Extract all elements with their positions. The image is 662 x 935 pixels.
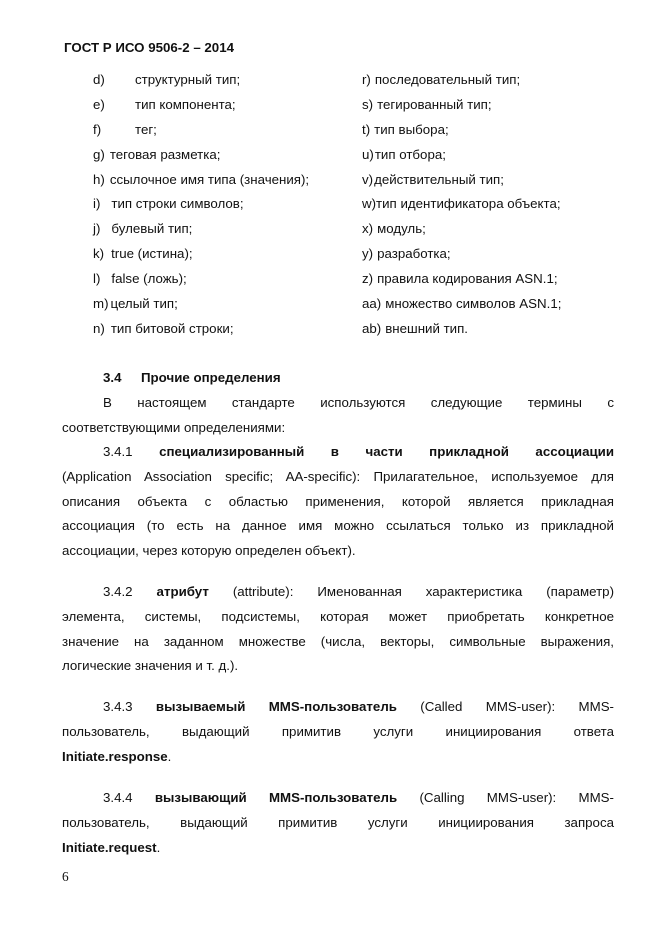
list-text: действительный тип; xyxy=(374,171,504,187)
list-item xyxy=(93,172,309,197)
list-text: false (ложь); xyxy=(111,271,187,287)
list-item xyxy=(93,97,309,122)
list-text: структурный тип; xyxy=(135,72,241,87)
list-item xyxy=(362,72,561,97)
list-item xyxy=(362,122,561,147)
list-item xyxy=(362,246,561,271)
list-marker: x) xyxy=(362,221,374,237)
list-text: булевый тип; xyxy=(111,221,193,237)
punctuation: . xyxy=(167,748,172,764)
list-item xyxy=(362,271,561,296)
text-line: логические значения и т. д.). xyxy=(62,658,239,674)
list-marker: ab) xyxy=(362,320,382,336)
primitive-name: Initiate.request xyxy=(62,839,157,855)
list-marker: l) xyxy=(93,271,101,287)
definition-term: вызывающий MMS-пользователь xyxy=(154,790,398,805)
right-list xyxy=(362,72,561,346)
text-line xyxy=(62,836,614,861)
list-text: целый тип; xyxy=(110,296,178,312)
list-marker: z) xyxy=(362,271,374,287)
list-marker: f) xyxy=(93,121,102,137)
list-marker: v) xyxy=(362,171,374,187)
text-line xyxy=(62,786,614,811)
list-item xyxy=(93,271,309,296)
list-marker: r) xyxy=(362,72,371,87)
text-line: соответствующими определениями: xyxy=(62,419,286,435)
definition-number: 3.4.3 xyxy=(103,699,133,714)
list-marker: n) xyxy=(93,320,105,336)
list-marker: h) xyxy=(93,171,105,187)
list-text: true (истина); xyxy=(111,246,193,262)
list-item xyxy=(93,221,309,246)
text-line xyxy=(62,745,614,770)
list-text: ссылочное имя типа (значения); xyxy=(109,171,310,187)
list-text: множество символов ASN.1; xyxy=(385,296,562,312)
text-line: (Application Association specific; AA-specific): Прилагательное, используемое для xyxy=(62,468,614,484)
list-marker: y) xyxy=(362,246,374,262)
list-text: тип отбора; xyxy=(374,146,446,162)
list-marker: m) xyxy=(93,296,109,312)
text-line: элемента, системы, подсистемы, которая может приобретать конкретное xyxy=(62,608,614,624)
list-text: теговая разметка; xyxy=(109,146,221,162)
intro-paragraph xyxy=(62,391,614,441)
list-text: тегированный тип; xyxy=(377,96,492,112)
list-item xyxy=(93,196,309,221)
list-text: тип строки символов; xyxy=(111,196,244,212)
definition-3-4-2 xyxy=(62,580,614,679)
list-text: правила кодирования ASN.1; xyxy=(377,271,558,287)
list-item xyxy=(362,172,561,197)
list-marker: g) xyxy=(93,146,105,162)
list-marker: j) xyxy=(93,221,101,237)
list-item xyxy=(362,196,561,221)
list-marker: d) xyxy=(93,72,105,87)
list-item xyxy=(93,246,309,271)
list-item xyxy=(93,147,309,172)
list-item xyxy=(362,321,561,346)
text-line: описания объекта с областью применения, которой является прикладная xyxy=(62,493,614,509)
definition-text: (Called MMS-user): MMS- xyxy=(420,699,614,714)
list-marker: s) xyxy=(362,96,374,112)
list-item xyxy=(93,296,309,321)
definition-3-4-3 xyxy=(62,695,614,769)
list-marker: k) xyxy=(93,246,105,262)
list-item xyxy=(362,296,561,321)
list-item xyxy=(93,122,309,147)
list-item xyxy=(93,321,309,346)
text-line: В настоящем стандарте используются следующие термины с xyxy=(103,395,614,410)
list-marker: e) xyxy=(93,96,105,112)
list-item xyxy=(362,97,561,122)
text-line xyxy=(62,580,614,605)
text-line xyxy=(62,695,614,720)
definition-text: (Calling MMS-user): MMS- xyxy=(419,790,614,805)
list-item xyxy=(362,147,561,172)
list-text: разработка; xyxy=(377,246,451,262)
list-text: тип битовой строки; xyxy=(110,320,234,336)
list-text: тег; xyxy=(135,121,157,137)
definition-term: специализированный в части прикладной ассоциации xyxy=(159,444,614,459)
list-marker: w) xyxy=(362,196,377,212)
text-line: значение на заданном множестве (числа, векторы, символьные выражения, xyxy=(62,633,614,649)
definition-text: (attribute): Именованная характеристика (параметр) xyxy=(232,584,615,599)
definition-term: вызываемый MMS-пользователь xyxy=(155,699,397,714)
text-line xyxy=(62,440,614,465)
definition-number: 3.4.2 xyxy=(103,584,133,599)
document-header: ГОСТ Р ИСО 9506-2 – 2014 xyxy=(64,40,234,55)
left-list xyxy=(93,72,309,346)
definition-term: атрибут xyxy=(156,584,209,599)
list-item xyxy=(93,72,309,97)
definition-3-4-4 xyxy=(62,786,614,860)
text-line: пользователь, выдающий примитив услуги инициирования запроса xyxy=(62,814,614,830)
list-text: тип компонента; xyxy=(135,96,236,112)
list-marker: aa) xyxy=(362,296,382,312)
definition-number: 3.4.4 xyxy=(103,790,133,805)
text-line: ассоциация (то есть на данное имя можно ссылаться только из прикладной xyxy=(62,518,614,534)
section-title: Прочие определения xyxy=(141,370,281,385)
list-text: тип идентификатора объекта; xyxy=(376,196,561,212)
list-text: модуль; xyxy=(377,221,426,237)
section-heading xyxy=(103,370,281,385)
primitive-name: Initiate.response xyxy=(62,748,168,764)
punctuation: . xyxy=(156,839,161,855)
definition-number: 3.4.1 xyxy=(103,444,133,459)
text-line: ассоциации, через которую определен объект). xyxy=(62,543,356,559)
list-item xyxy=(362,221,561,246)
text-line: пользователь, выдающий примитив услуги инициирования ответа xyxy=(62,723,614,739)
list-text: последовательный тип; xyxy=(374,72,521,87)
list-marker: t) xyxy=(362,121,371,137)
list-text: внешний тип. xyxy=(385,320,468,336)
list-marker: u) xyxy=(362,146,374,162)
section-number: 3.4 xyxy=(103,370,122,385)
definition-3-4-1 xyxy=(62,440,614,564)
list-marker: i) xyxy=(93,196,101,212)
list-text: тип выбора; xyxy=(374,121,449,137)
page-number: 6 xyxy=(62,869,69,884)
